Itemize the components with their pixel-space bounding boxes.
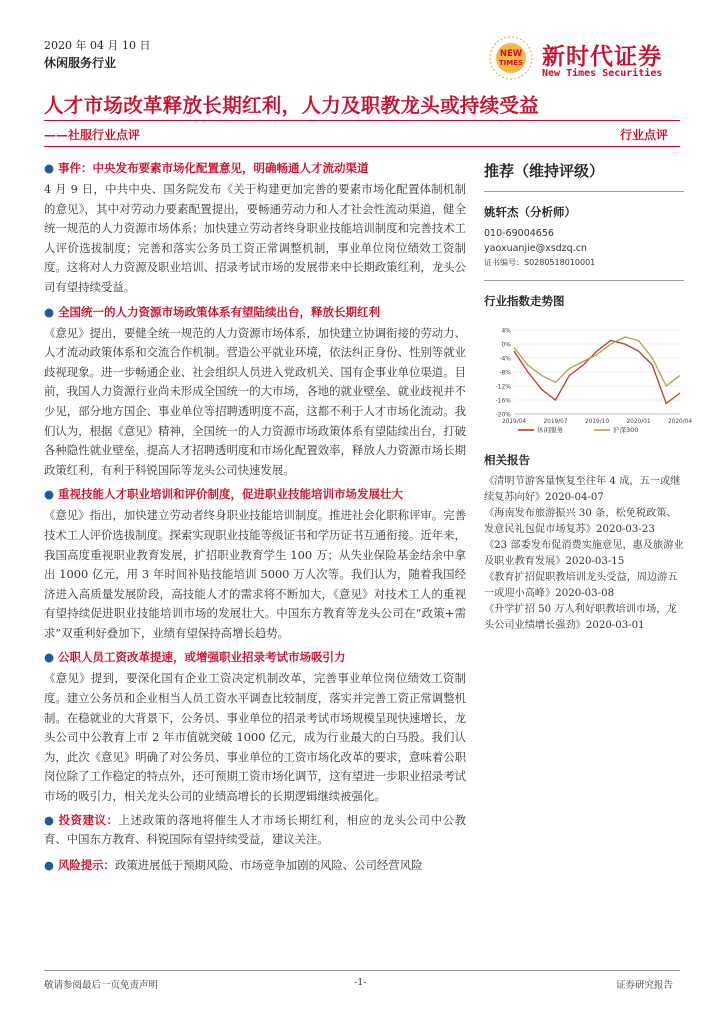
report-date: 2020 年 04 月 10 日 [44,39,151,52]
header-divider [44,146,680,147]
bullet-icon: ● [44,857,54,872]
related-report-link[interactable]: 《教育扩招促职教培训龙头受益，周边游五一或迎小高峰》2020-03-08 [484,572,678,599]
section-civil-service-pay [44,647,466,806]
y-tick-label: 0% [501,341,511,349]
section-body: 《意见》提到，要深化国有企业工资决定机制改革，完善事业单位岗位绩效工资制度。建立公务员和企业相当人员工资水平调查比较制度，落实并完善工资正常调整机制。在稳就业的大背景下，公务员、事业单位的招录考试市场规模呈现快速增长，龙头公司中公教育上市 2 年市值就突破 1000 亿元，成为行业最大的白马股。我们认为，此次《意见》明确了对公务员、事业单位的工资市场化改革的要求，意味着公职岗位除了工作稳定的特点外，还可预期工资市场化调节，这有望进一步职业招录考试市场的吸引力，相关龙头公司的业绩高增长的长期逻辑继续被强化。 [44,671,466,804]
investment-advice [44,811,466,850]
related-report-link[interactable]: 《清明节游客量恢复至往年 4 成，五一或继续复苏向好》2020-04-07 [484,476,681,503]
related-report-link[interactable]: 《升学扩招 50 万人利好职教培训市场，龙头公司业绩增长强劲》2020-03-01 [484,604,677,631]
index-chart-svg [484,322,693,440]
report-subtitle: ——社服行业点评 [44,128,141,142]
analyst-name: 姚轩杰（分析师） [484,205,576,219]
risk-warning [44,856,466,876]
related-reports [484,452,684,634]
y-tick-label: -4% [499,355,511,363]
analyst-phone: 010-69004656 [484,228,554,239]
page-number: -1- [354,977,367,988]
investment-advice-body: 上述政策的落地将催生人才市场长期红利，相应的龙头公司中公教育、中国东方教育、科锐国际有望持续受益，建议关注。 [44,812,466,847]
report-title: 人才市场改革释放长期红利，人力及职教龙头或持续受益 [44,94,540,117]
analyst-divider [484,280,684,281]
section-vocational-training [44,484,466,643]
y-tick-label: -8% [499,369,511,377]
company-logo-badge [487,34,535,82]
section-body: 《意见》指出，加快建立劳动者终身职业技能培训制度。推进社会化职称评审。完善技术工人评价选拔制度。探索实现职业技能等级证书和学历证书互通衔接。近年来，我国高度重视职业教育发展，扩招职业教育学生 100 万；从失业保险基金结余中拿出 1000 亿元，用 3 年时间补贴技能培训 5000 万人次等。我们认为，随着我国经济进入高质量发展阶段，高技能人才的需求将不断加大，《意见》对技术工人的重视有望持续促进职业技能培训市场的发展壮大。中国东方教育等龙头公司在“政策+需求”双重利好叠加下，业绩有望保持高增长趋势。 [44,508,466,640]
section-heading: 重视技能人才职业培训和评价制度，促进职业技能培训市场发展壮大 [58,487,404,502]
section-heading: 公职人员工资改革提速，或增强职业招录考试市场吸引力 [58,650,346,665]
bullet-icon: ● [44,812,55,827]
y-tick-label: 4% [501,327,511,335]
sidebar [484,158,684,315]
related-report-link[interactable]: 《海南发布旅游振兴 30 条，松免税政策、发意民礼包促市场复苏》2020-03-23 [484,508,677,535]
footer-label: 证券研究报告 [616,980,674,991]
rating-divider [484,191,684,192]
x-tick-label: 2019/10 [584,419,610,425]
industry-label: 休闲服务行业 [44,56,117,70]
section-heading: 事件：中央发布要素市场化配置意见，明确畅通人才流动渠道 [58,161,369,175]
section-body: 4 月 9 日，中共中央、国务院发布《关于构建更加完善的要素市场化配置体制机制的意见》，其中对劳动力要素配置提出，要畅通劳动力和人才社会性流动渠道，健全统一规范的人力资源市场体系；加快建立劳动者终身职业技能培训制度和完善技术工人评价选拔制度；完善和落实公务员工资正常调整机制，事业单位岗位绩效工资制度。这将对人力资源及职业培训、招录考试市场的发展带来中长期政策红利，龙头公司有望持续受益。 [44,182,466,294]
legend-label: 休闲服务 [537,426,563,434]
chart-title: 行业指数走势图 [484,294,565,308]
bullet-icon: ● [44,487,55,502]
svg-text:TIMES: TIMES [498,59,524,67]
y-tick-label: -12% [495,383,511,391]
bullet-icon: ● [44,650,55,665]
series-line-沪深300 [514,337,680,386]
x-tick-label: 2019/07 [543,419,568,425]
x-tick-label: 2020/04 [667,419,693,425]
logo-badge-text: NEW [499,49,523,59]
analyst-cert: 证书编号：S0280518010001 [484,258,596,267]
bullet-icon: ● [44,304,55,319]
bullet-icon: ● [44,161,55,175]
section-event [44,158,466,298]
section-heading: 全国统一的人力资源市场政策体系有望陆续出台，释放长期红利 [58,304,381,319]
company-name-en: New Times Securities [542,68,663,79]
report-type: 行业点评 [620,128,669,142]
x-tick-label: 2020/01 [626,419,651,425]
risk-body: 政策进展低于预期风险、市场竞争加剧的风险、公司经营风险 [114,857,423,872]
index-chart [484,322,693,444]
related-reports-title: 相关报告 [484,453,530,467]
rating: 推荐（维持评级） [484,162,605,180]
analyst-email[interactable]: yaoxuanjie@xsdzq.cn [484,243,587,254]
legend-label: 沪深300 [613,426,639,434]
investment-advice-label: 投资建议： [58,812,119,827]
main-content [44,158,466,881]
x-tick-label: 2019/04 [501,419,527,425]
footer-divider [44,970,680,971]
y-tick-label: -20% [495,411,511,419]
y-tick-label: -16% [495,397,511,405]
disclaimer-note[interactable]: 敬请参阅最后一页免责声明 [44,980,159,991]
related-report-link[interactable]: 《23 部委发布促消费实施意见，惠及旅游业及职业教育发展》2020-03-15 [484,540,684,567]
company-name-cn: 新时代证券 [542,44,662,70]
risk-label: 风险提示： [57,857,115,872]
section-hr-market [44,302,466,481]
title-divider [44,120,680,121]
section-body: 《意见》提出，要健全统一规范的人力资源市场体系，加快建立协调衔接的劳动力、人才流动政策体系和交流合作机制。营造公平就业环境，依法纠正身份、性别等就业歧视现象。进一步畅通企业、社会组织人员进入党政机关、国有企事业单位渠道。目前，我国人力资源行业尚未形成全国统一的大市场，各地的就业壁垒、就业歧视并不少见，部分地方国企、事业单位等招聘透明度不高，这都不利于人才市场化流动。我们认为，根据《意见》精神，全国统一的人力资源市场政策体系有望陆续出台，打破各种隐性就业壁垒，提高人才招聘透明度和市场化配置效率，释放人力资源市场长期政策红利，有利于科锐国际等龙头公司快速发展。 [44,325,466,477]
